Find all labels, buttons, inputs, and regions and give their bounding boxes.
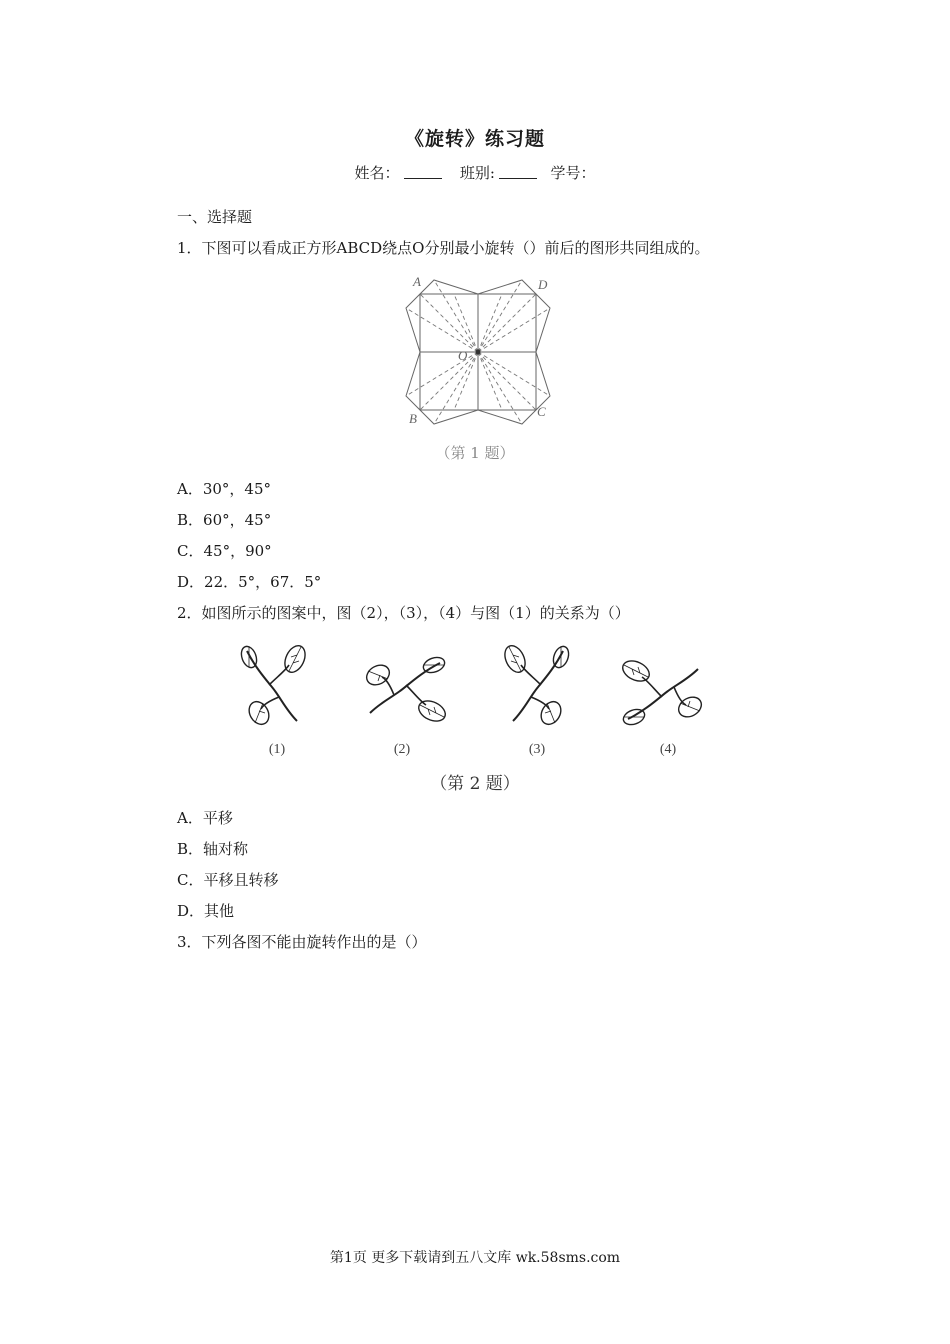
- q1-option-c: C．45°，90°: [177, 542, 272, 560]
- label-o: O: [458, 348, 468, 363]
- q2-option-b: B．轴对称: [177, 840, 249, 858]
- outer-right-edge: [536, 294, 550, 410]
- question-3-text: 3．下列各图不能由旋转作出的是（）: [177, 933, 427, 951]
- figure-label-1: (1): [268, 742, 286, 757]
- figure-1-caption: （第 1 题）: [435, 444, 515, 462]
- figure-label-3: (3): [528, 742, 546, 757]
- class-label: 班别:: [459, 164, 495, 182]
- center-point-o: [476, 350, 481, 355]
- q1-option-b: B．60°，45°: [177, 511, 272, 529]
- student-info: [0, 162, 950, 183]
- q2-option-a: A．平移: [177, 809, 233, 827]
- question-2-text: 2．如图所示的图案中，图（2），（3），（4）与图（1）的关系为（）: [177, 604, 630, 622]
- q2-option-c: C．平移且转移: [177, 871, 279, 889]
- name-label: 姓名：: [354, 164, 400, 182]
- figure-2-caption: （第 2 题）: [430, 774, 520, 794]
- question-1-text: 1．下图可以看成正方形ABCD绕点O分别最小旋转（）前后的图形共同组成的。: [177, 239, 710, 257]
- q1-option-d: D．22．5°，67．5°: [177, 573, 322, 591]
- label-c: C: [537, 404, 546, 419]
- leaf-figure-4: [620, 657, 705, 727]
- figure-label-2: (2): [393, 742, 411, 757]
- question-1-figure: [398, 268, 558, 438]
- q2-option-d: D．其他: [177, 902, 235, 920]
- outer-bottom-edge: [420, 410, 536, 424]
- outer-left-edge: [406, 294, 420, 410]
- label-b: B: [409, 411, 417, 426]
- leaf-figure-3: [501, 643, 571, 728]
- outer-top-edge: [420, 280, 536, 294]
- name-blank: [404, 164, 442, 179]
- label-a: A: [413, 274, 421, 289]
- section-heading: 一、选择题: [177, 208, 253, 226]
- figure-label-4: (4): [659, 742, 677, 757]
- label-d: D: [538, 277, 548, 292]
- id-label: 学号：: [550, 164, 596, 182]
- page-footer: 第1页 更多下载请到五八文库 wk.58sms.com: [329, 1250, 621, 1266]
- leaf-figure-1: [239, 643, 309, 728]
- q1-option-a: A．30°，45°: [177, 480, 272, 498]
- page-title: 《旋转》练习题: [404, 128, 545, 150]
- class-blank: [499, 164, 537, 179]
- leaf-figure-2: [363, 655, 448, 725]
- question-2-figure: [225, 635, 725, 765]
